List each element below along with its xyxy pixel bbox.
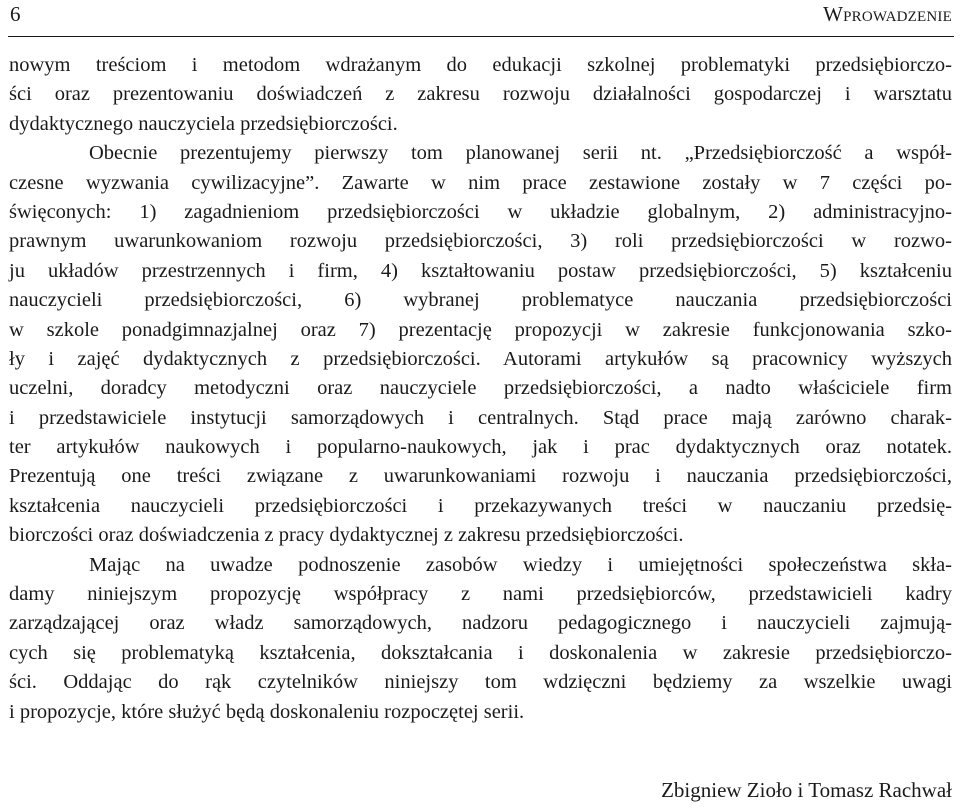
text-line: uczelni, doradcy metodyczni oraz nauczyciele przedsiębiorczości, a nadto właściciele firm — [9, 377, 952, 400]
text-line: nowym treściom i metodom wdrażanym do edukacji szkolnej problematyki przedsiębiorczo- — [9, 54, 952, 76]
text-line: prawnym uwarunkowaniom rozwoju przedsiębiorczości, 3) roli przedsiębiorczości w rozwo- — [9, 230, 952, 253]
paragraph-2 — [9, 551, 952, 727]
text-line: Obecnie prezentujemy pierwszy tom planowanej serii nt. „Przedsiębiorczość a współ- — [89, 142, 952, 165]
text-line: ter artykułów naukowych i popularno-naukowych, jak i prac dydaktycznych oraz notatek. — [9, 436, 952, 459]
page-number: 6 — [10, 2, 21, 26]
paragraph-1 — [9, 51, 952, 551]
text-line: dydaktycznego nauczyciela przedsiębiorczości. — [9, 112, 398, 135]
running-head — [8, 0, 954, 37]
text-line: ści. Oddając do rąk czytelników niniejszy tom wdzięczni będziemy za wszelkie uwagi — [9, 671, 952, 694]
text-line: w szkole ponadgimnazjalnej oraz 7) prezentację propozycji w zakresie funkcjonowania szko- — [9, 318, 952, 341]
text-line: i propozycje, które służyć będą doskonaleniu rozpoczętej serii. — [9, 700, 525, 723]
body-text — [9, 51, 952, 727]
text-line: ści oraz prezentowaniu doświadczeń z zakresu rozwoju działalności gospodarczej i warsztatu — [9, 83, 952, 106]
text-line: Prezentują one treści związane z uwarunkowaniami rozwoju i nauczania przedsiębiorczości, — [9, 465, 952, 488]
author-signature: Zbigniew Zioło i Tomasz Rachwał — [661, 778, 952, 802]
text-line: damy niniejszym propozycję współpracy z nami przedsiębiorców, przedstawicieli kadry — [9, 583, 952, 606]
text-line: kształcenia nauczycieli przedsiębiorczości i przekazywanych treści w nauczaniu przedsię- — [9, 494, 952, 517]
section-title: Wprowadzenie — [823, 2, 952, 26]
text-line: i przedstawiciele instytucji samorządowych i centralnych. Stąd prace mają zarówno charak- — [9, 406, 952, 429]
text-line: Mając na uwadze podnoszenie zasobów wiedzy i umiejętności społeczeństwa skła- — [89, 553, 952, 576]
text-line: święconych: 1) zagadnieniom przedsiębiorczości w układzie globalnym, 2) administracyjno- — [9, 200, 952, 223]
text-line: ły i zajęć dydaktycznych z przedsiębiorczości. Autorami artykułów są pracownicy wyższych — [9, 347, 952, 370]
text-line: ju układów przestrzennych i firm, 4) kształtowaniu postaw przedsiębiorczości, 5) kształceniu — [9, 259, 952, 282]
text-line: cych się problematyką kształcenia, dokształcania i doskonalenia w zakresie przedsiębiorczo- — [9, 641, 952, 664]
text-line: biorczości oraz doświadczenia z pracy dydaktycznej z zakresu przedsiębiorczości. — [9, 524, 684, 547]
text-line: czesne wyzwania cywilizacyjne”. Zawarte w nim prace zestawione zostały w 7 części po- — [9, 171, 952, 194]
text-line: nauczycieli przedsiębiorczości, 6) wybranej problematyce nauczania przedsiębiorczości — [9, 289, 952, 312]
text-line: zarządzającej oraz władz samorządowych, nadzoru pedagogicznego i nauczycieli zajmują- — [9, 612, 952, 635]
